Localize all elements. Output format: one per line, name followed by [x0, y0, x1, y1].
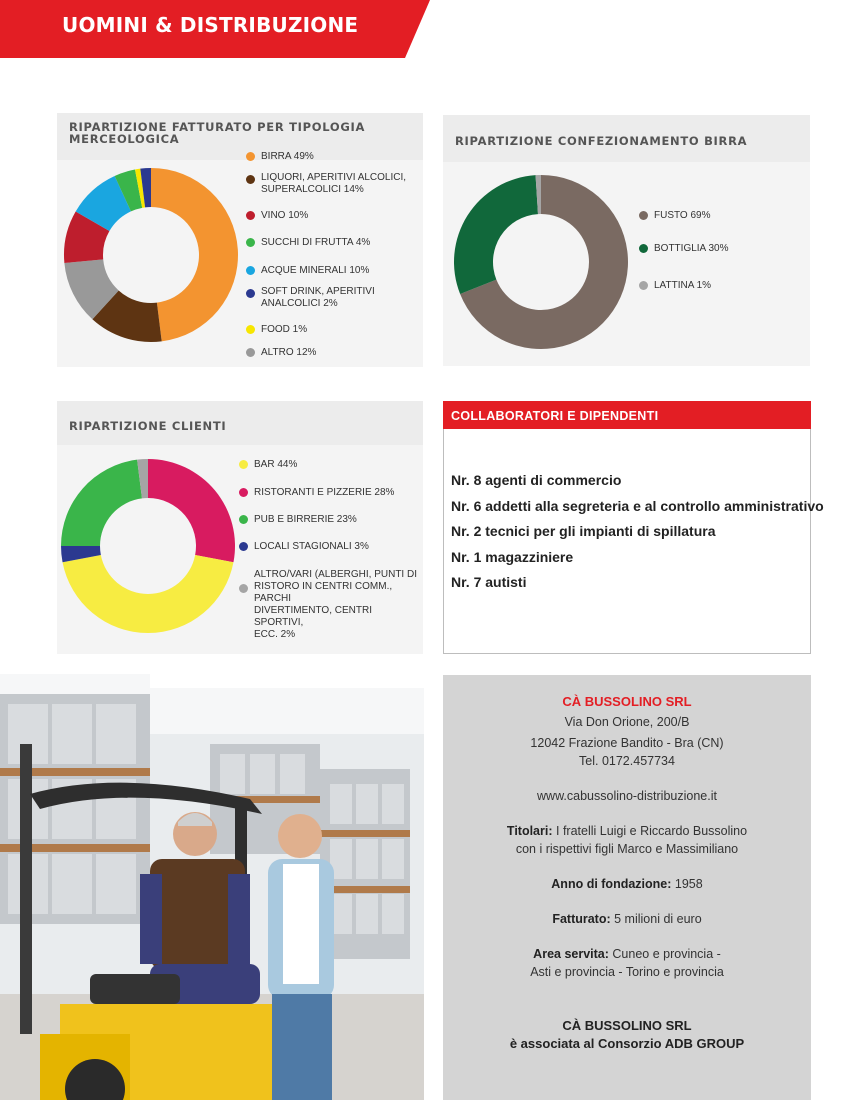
legend-swatch [246, 266, 255, 275]
chart-title-line1: RIPARTIZIONE FATTURATO PER TIPOLOGIA [69, 120, 366, 134]
donut-slice-bar [63, 555, 234, 633]
legend-swatch [246, 152, 255, 161]
chart-panel-confezionamento [443, 115, 810, 366]
legend-label: VINO 10% [261, 210, 309, 221]
collaboratori-header [443, 401, 811, 429]
area-label: Area servita: [533, 947, 609, 961]
page-title: UOMINI & DISTRIBUZIONE [62, 13, 359, 37]
legend-item [246, 286, 446, 310]
legend-swatch [246, 211, 255, 220]
legend-item [239, 514, 439, 526]
collaboratori-line: Nr. 1 magazziniere [451, 549, 574, 565]
legend-swatch [239, 488, 248, 497]
company-info-panel [443, 675, 811, 1100]
legend-swatch [239, 584, 248, 593]
legend-item [639, 210, 839, 222]
header-banner [0, 0, 430, 58]
legend-swatch [246, 289, 255, 298]
legend-swatch [239, 542, 248, 551]
fatturato-value: 5 milioni di euro [614, 912, 702, 926]
company-name: CÀ BUSSOLINO SRL [562, 694, 692, 709]
legend-label: PUB E BIRRERIE 23% [254, 514, 357, 525]
legend-label: LATTINA 1% [654, 280, 712, 291]
legend-item [639, 280, 839, 292]
legend-label: FUSTO 69% [654, 210, 711, 221]
legend-swatch [246, 238, 255, 247]
legend-label: ALTRO 12% [261, 347, 317, 358]
donut-chart-confezionamento [453, 174, 629, 350]
titolari-label: Titolari: [506, 824, 553, 838]
legend-item [246, 210, 446, 222]
legend-item [639, 243, 839, 255]
legend-label: ACQUE MINERALI 10% [261, 265, 370, 276]
legend-item [239, 541, 439, 553]
company-address-line2: 12042 Frazione Bandito - Bra (CN) [530, 736, 724, 750]
legend-item [239, 487, 439, 499]
legend-label: SUCCHI DI FRUTTA 4% [261, 237, 371, 248]
chart-title-line2: MERCEOLOGICA [69, 132, 180, 146]
legend-label: BAR 44% [254, 459, 298, 470]
company-website[interactable]: www.cabussolino-distribuzione.it [537, 789, 717, 803]
legend-swatch [239, 460, 248, 469]
legend-swatch [639, 244, 648, 253]
area-line1 [443, 947, 811, 962]
chart-title: RIPARTIZIONE CLIENTI [69, 419, 227, 433]
legend-label: FOOD 1% [261, 324, 308, 335]
legend-item [246, 347, 446, 359]
legend-item [246, 237, 446, 249]
legend-swatch [639, 211, 648, 220]
legend-label: LOCALI STAGIONALI 3% [254, 541, 369, 552]
legend-item [246, 324, 446, 336]
titolari-value: I fratelli Luigi e Riccardo Bussolino [556, 824, 748, 838]
fondazione-value: 1958 [674, 877, 703, 891]
collaboratori-line: Nr. 6 addetti alla segreteria e al controllo amministrativo [451, 498, 824, 514]
legend-swatch [246, 175, 255, 184]
company-phone: Tel. 0172.457734 [579, 754, 675, 768]
legend-label: BIRRA 49% [261, 151, 314, 162]
legend-item [246, 172, 446, 196]
legend-label: ALTRO/VARI (ALBERGHI, PUNTI DI RISTORO IN CENTRI COMM., PARCHI DIVERTIMENTO, CENTRI SPORTIVI, ECC. 2% [254, 569, 417, 640]
fondazione-label: Anno di fondazione: [551, 877, 672, 891]
legend-swatch [639, 281, 648, 290]
footer-company-name: CÀ BUSSOLINO SRL [562, 1018, 692, 1033]
collaboratori-line: Nr. 8 agenti di commercio [451, 472, 622, 488]
collaboratori-title: COLLABORATORI E DIPENDENTI [451, 409, 659, 423]
donut-slice-bottiglia [454, 175, 538, 294]
donut-chart-fatturato [63, 167, 239, 343]
warehouse-photo-illustration [0, 674, 424, 1100]
legend-swatch [239, 515, 248, 524]
donut-slice-ristoranti-e-pizzerie [148, 459, 235, 562]
legend-label: RISTORANTI E PIZZERIE 28% [254, 487, 395, 498]
legend-label: LIQUORI, APERITIVI ALCOLICI, SUPERALCOLICI 14% [261, 172, 407, 195]
legend-item [246, 265, 446, 277]
donut-chart-clienti [60, 458, 236, 634]
fatturato-line [443, 912, 811, 927]
fatturato-label: Fatturato: [552, 912, 611, 926]
area-line2: Asti e provincia - Torino e provincia [530, 965, 724, 979]
titolari-line2: con i rispettivi figli Marco e Massimiliano [515, 842, 739, 856]
chart-panel-fatturato [57, 113, 423, 367]
legend-item [239, 569, 424, 641]
collaboratori-panel [443, 401, 824, 654]
company-address-line1: Via Don Orione, 200/B [564, 715, 690, 729]
titolari-line1 [443, 824, 811, 839]
footer-consorzio: è associata al Consorzio ADB GROUP [509, 1036, 745, 1051]
donut-slice-pub-e-birrerie [61, 460, 142, 546]
legend-swatch [246, 348, 255, 357]
area-value: Cuneo e provincia - [612, 947, 721, 961]
collaboratori-line: Nr. 2 tecnici per gli impianti di spillatura [451, 523, 716, 539]
legend-label: BOTTIGLIA 30% [654, 243, 729, 254]
legend-item [246, 151, 446, 163]
legend-item [239, 459, 439, 471]
chart-panel-clienti [57, 401, 423, 654]
chart-title: RIPARTIZIONE CONFEZIONAMENTO BIRRA [455, 134, 748, 148]
legend-label: SOFT DRINK, APERITIVI ANALCOLICI 2% [261, 286, 375, 309]
warehouse-photo [0, 674, 424, 1100]
donut-slice-birra [151, 168, 238, 341]
legend-swatch [246, 325, 255, 334]
fondazione-line [443, 877, 811, 892]
collaboratori-line: Nr. 7 autisti [451, 574, 527, 590]
